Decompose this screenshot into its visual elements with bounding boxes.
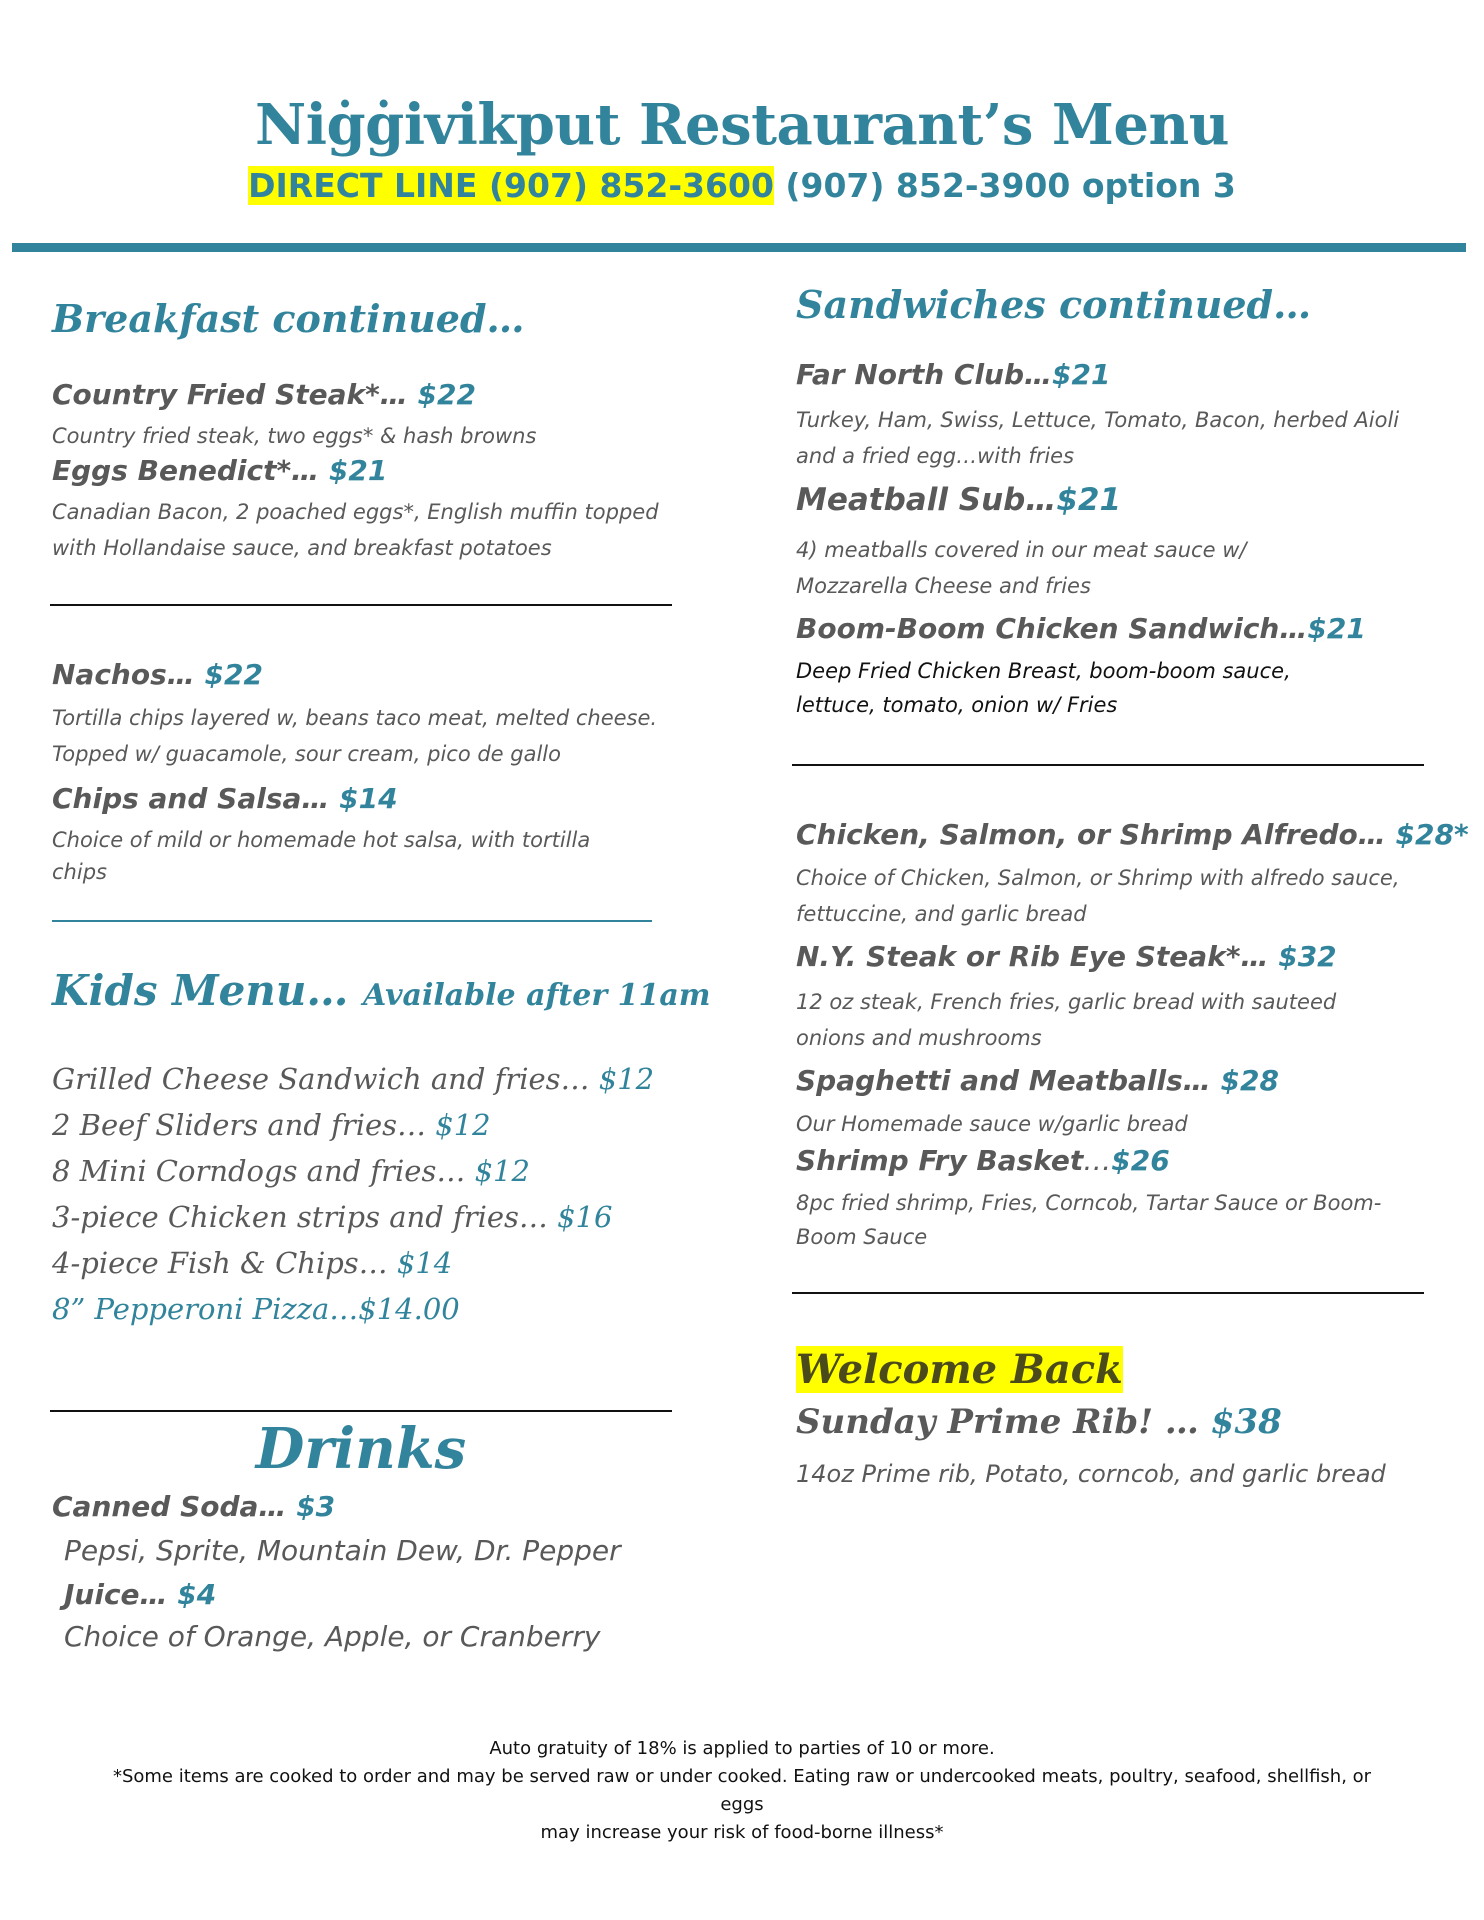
divider [50, 1410, 672, 1412]
food-safety-note-cont: may increase your risk of food-borne illness* [540, 1822, 944, 1843]
item-sunday-prime-rib [796, 1402, 1282, 1442]
item-price: $21 [1307, 612, 1366, 645]
kids-item [52, 1286, 654, 1332]
item-name: 8 Mini Corndogs and fries… [52, 1154, 475, 1188]
item-price: $16 [557, 1200, 613, 1234]
divider [52, 920, 652, 922]
item-price: $26 [1111, 1144, 1170, 1177]
item-name: Far North Club… [796, 358, 1053, 391]
kids-title: Kids Menu… [52, 966, 349, 1015]
item-description: 4) meatballs covered in our meat sauce w/ Mozzarella Cheese and fries [796, 538, 1247, 598]
item-price: $32 [1278, 940, 1337, 973]
item-price: $21 [328, 454, 388, 487]
gratuity-note: Auto gratuity of 18% is applied to parties of 10 or more. [489, 1738, 995, 1759]
item-description: Our Homemade sauce w/garlic bread [796, 1112, 1188, 1136]
banner-text: Welcome Back [796, 1346, 1123, 1393]
item-name: Sunday Prime Rib! … [796, 1402, 1211, 1442]
direct-line: DIRECT LINE (907) 852-3600 [248, 166, 774, 205]
item-country-fried-steak [52, 378, 476, 411]
kids-item [52, 1102, 654, 1148]
item-description: Country fried steak, two eggs* & hash browns [52, 424, 537, 448]
item-name: Spaghetti and Meatballs… [796, 1064, 1221, 1097]
header-divider [12, 243, 1466, 252]
item-description: 14oz Prime rib, Potato, corncob, and garlic bread [796, 1460, 1386, 1488]
item-spaghetti [796, 1064, 1279, 1097]
item-alfredo [796, 818, 1469, 851]
item-name: 4-piece Fish & Chips… [52, 1246, 397, 1280]
item-price: $12 [474, 1154, 530, 1188]
item-name: 2 Beef Sliders and fries… [52, 1108, 436, 1142]
item-chips-and-salsa [52, 782, 398, 815]
item-description: Choice of Orange, Apple, or Cranberry [64, 1620, 601, 1653]
item-name-ellipsis: … [1083, 1144, 1112, 1177]
menu-title: Niġġivikput Restaurant’s Menu [255, 92, 1229, 158]
kids-item [52, 1194, 654, 1240]
item-name: Chicken, Salmon, or Shrimp Alfredo… [796, 818, 1396, 851]
kids-note: Available after 11am [363, 978, 711, 1013]
item-name: Boom-Boom Chicken Sandwich… [796, 612, 1308, 645]
item-name: Canned Soda… [52, 1490, 297, 1523]
item-description: Pepsi, Sprite, Mountain Dew, Dr. Pepper [64, 1534, 621, 1567]
item-price: $21 [1052, 358, 1111, 391]
item-price: $14 [339, 782, 398, 815]
item-name: Nachos… [52, 658, 205, 691]
kids-list [52, 1056, 654, 1332]
item-name: Eggs Benedict*… [52, 454, 329, 487]
item-price: $12 [435, 1108, 491, 1142]
drink-juice [64, 1578, 216, 1611]
divider [792, 1292, 1424, 1294]
sandwiches-heading: Sandwiches continued… [796, 282, 1312, 327]
kids-item [52, 1148, 654, 1194]
item-price: $3 [296, 1490, 336, 1523]
item-name: Meatball Sub… [796, 482, 1057, 518]
kids-item [52, 1056, 654, 1102]
item-name: 8” Pepperoni Pizza…$14.00 [52, 1292, 460, 1326]
item-price: $21 [1056, 482, 1122, 518]
item-name: Chips and Salsa… [52, 782, 340, 815]
phone-lines [0, 166, 1484, 205]
drinks-heading: Drinks [255, 1416, 467, 1482]
item-far-north-club [796, 358, 1111, 391]
item-price: $4 [177, 1578, 217, 1611]
item-shrimp-fry-basket [796, 1144, 1170, 1177]
item-price: $12 [598, 1062, 655, 1096]
drink-canned-soda [52, 1490, 335, 1523]
food-safety-note: *Some items are cooked to order and may be served raw or under cooked. Eating raw or undercooked meats, poultry, seafood, shellfish, or eggs [112, 1766, 1372, 1815]
item-name: N.Y. Steak or Rib Eye Steak*… [796, 940, 1279, 973]
footer-notice [90, 1735, 1394, 1847]
item-meatball-sub [796, 482, 1121, 518]
item-description: 12 oz steak, French fries, garlic bread with sauteed onions and mushrooms [796, 990, 1337, 1050]
item-price: $22 [417, 378, 476, 411]
item-description: Choice of Chicken, Salmon, or Shrimp with alfredo sauce, fettuccine, and garlic bread [796, 866, 1400, 926]
item-name: 3-piece Chicken strips and fries… [52, 1200, 558, 1234]
item-name: Grilled Cheese Sandwich and fries… [52, 1062, 599, 1096]
item-eggs-benedict [52, 454, 387, 487]
item-price: $22 [204, 658, 263, 691]
item-price: $14 [396, 1246, 453, 1280]
item-name: Juice… [64, 1578, 178, 1611]
item-price: $28 [1220, 1064, 1279, 1097]
item-name: Country Fried Steak*… [52, 378, 418, 411]
item-boom-boom-chicken [796, 612, 1366, 645]
item-description: Turkey, Ham, Swiss, Lettuce, Tomato, Bacon, herbed Aioli and a fried egg…with fries [796, 408, 1400, 468]
item-name: Shrimp Fry Basket [796, 1144, 1084, 1177]
welcome-back-banner [796, 1346, 1123, 1393]
item-description: Choice of mild or homemade hot salsa, with tortilla chips [52, 828, 591, 884]
item-description: Tortilla chips layered w, beans taco meat, melted cheese. Topped w/ guacamole, sour cream, pico de gallo [52, 706, 658, 766]
divider [792, 764, 1424, 766]
alt-line: (907) 852-3900 option 3 [773, 166, 1236, 205]
item-description: Deep Fried Chicken Breast, boom-boom sauce, lettuce, tomato, onion w/ Fries [796, 659, 1291, 717]
item-steak [796, 940, 1337, 973]
item-price: $28* [1395, 818, 1469, 851]
item-nachos [52, 658, 263, 691]
kids-item [52, 1240, 654, 1286]
breakfast-heading: Breakfast continued… [52, 296, 525, 341]
item-description: 8pc fried shrimp, Fries, Corncob, Tartar Sauce or Boom-Boom Sauce [796, 1191, 1382, 1249]
kids-heading [52, 966, 711, 1015]
divider [50, 604, 672, 606]
item-description: Canadian Bacon, 2 poached eggs*, English muffin topped with Hollandaise sauce, and breakfast potatoes [52, 500, 659, 560]
item-price: $38 [1210, 1402, 1282, 1442]
